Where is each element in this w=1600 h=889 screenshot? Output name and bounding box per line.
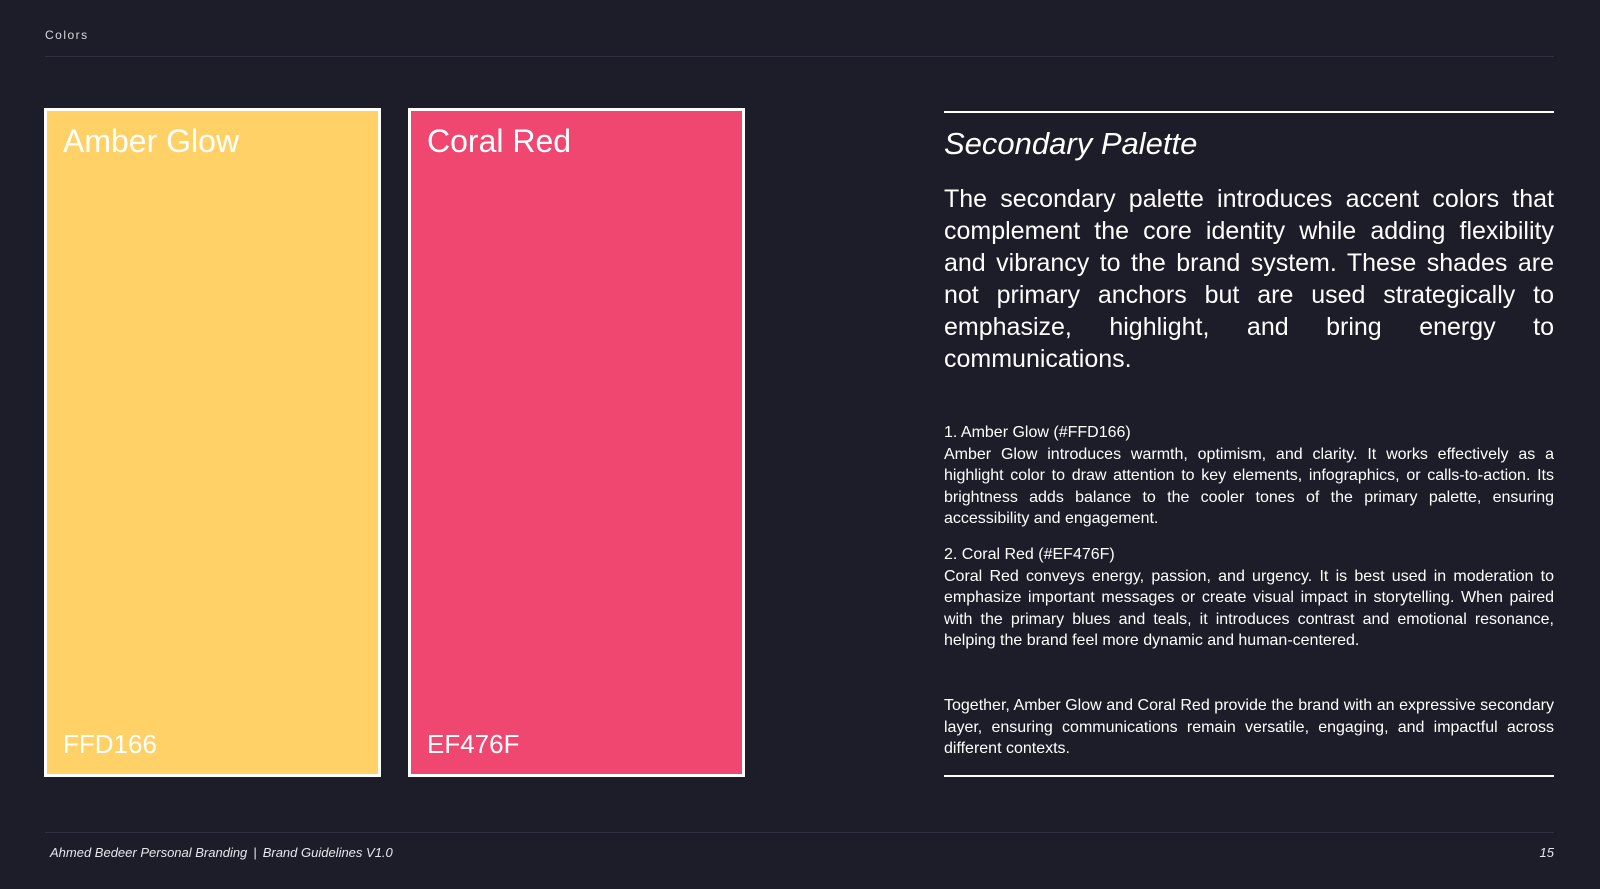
header-divider [45, 56, 1554, 57]
palette-title: Secondary Palette [944, 126, 1198, 161]
footer-divider [45, 832, 1554, 833]
swatch-amber-glow [44, 108, 381, 777]
swatch-name: Amber Glow [63, 123, 240, 159]
palette-summary: Together, Amber Glow and Coral Red provide the brand with an expressive secondary layer, ensuring communications remain versatile, engaging, and impactful across different contexts. [944, 697, 1554, 757]
swatch-coral-red [408, 108, 745, 777]
swatch-hex: FFD166 [63, 729, 157, 759]
item-title: 1. Amber Glow (#FFD166) [944, 424, 1131, 441]
footer-separator: | [253, 845, 257, 860]
item-body: Amber Glow introduces warmth, optimism, and clarity. It works effectively as a highlight color to draw attention to key elements, infographics, or calls-to-action. Its brightness adds balance to the cooler tones of the primary palette, ensuring accessibility and engagement. [944, 445, 1554, 527]
footer-doc-title: Brand Guidelines V1.0 [262, 845, 393, 860]
footer-credits [50, 845, 393, 860]
page-number: 15 [1539, 845, 1554, 860]
footer-brand: Ahmed Bedeer Personal Branding [50, 845, 248, 860]
section-label: Colors [45, 28, 89, 42]
palette-item-coral-red [944, 544, 1554, 652]
palette-item-amber-glow [944, 422, 1554, 530]
panel-top-rule [944, 111, 1554, 113]
panel-bottom-rule [944, 775, 1554, 777]
swatch-hex: EF476F [427, 729, 520, 759]
swatch-name: Coral Red [427, 123, 572, 159]
item-body: Coral Red conveys energy, passion, and urgency. It is best used in moderation to emphasize important messages or create visual impact in storytelling. When paired with the primary blues and teals, it introduces contrast and emotional resonance, helping the brand feel more dynamic and human-centered. [944, 567, 1554, 649]
palette-intro: The secondary palette introduces accent colors that complement the core identity while adding flexibility and vibrancy to the brand system. These shades are not primary anchors but are used strategically to emphasize, highlight, and bring energy to communications. [944, 185, 1554, 373]
item-title: 2. Coral Red (#EF476F) [944, 546, 1115, 563]
